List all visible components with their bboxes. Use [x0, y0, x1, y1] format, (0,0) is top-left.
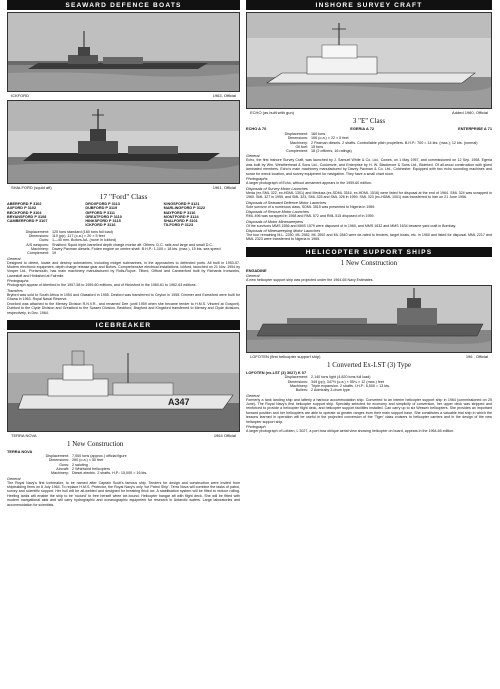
- helicopter-new-construction-heading: 1 New Construction: [340, 258, 398, 267]
- spec-key: Machinery:: [289, 383, 308, 388]
- disposal-text: Of the survivors MMS 1556 and MMS 1579 were disposed of in 1960, and MMS 1632 and MMS 1634 became yard craft in Bombay.: [246, 223, 457, 228]
- spec-key: Dimensions:: [287, 136, 308, 141]
- photographs-label: Photographs: [7, 279, 29, 284]
- disposal-text: The four remaining M.L. 2250, ML 2582, ML 2592 and ML 2840 were de-rated to tenders, target boats, etc. in 1960 and listed for disposal. MML 2217 and MML 2323 were transferred to Nigeria in 1965.: [246, 233, 492, 242]
- spec-value: 345 (pp), 347½ (o.a.) × 55¼ × 12 (max.) feet: [311, 379, 384, 384]
- disposal-heading: Disposals of Seaward Defence Motor Launches: [246, 200, 327, 205]
- photo-echo: [246, 12, 492, 109]
- transfers-label: Transfers: [7, 288, 23, 293]
- icebreaker-general-text: The Royal Navy's first icebreaker, to be named after Captain Scott's famous ship. Tenders for design and construction were invited from shipbuilding firms on 8 July 1964. To replace H.M.S. Protector, the Royal Navy's only 'Ice Patrol Ship'. Terra Nova will combine the tasks of patrol, survey and scientific support. Her hull will be all-welded and designed for breaking thick ice. A stabilisation system will be fitted to reduce rolling. Heeling tanks will enable the ship to be 'rocked' to free herself when ice-bound. Helicopter hangar aft with flight deck. She will be fitted with modern navigational aids and will carry hydrographic and oceanographic equipment for research in Antarctic waters. Large laboratories and accommodation for scientists.: [7, 480, 240, 507]
- ship-name: ENTERPRISE A 71: [458, 126, 492, 131]
- ship-name: AXFORD P 3102: [7, 206, 37, 211]
- spec-value: 1—40 mm. Bofors AA. (none in Ickford): [52, 238, 117, 243]
- shalford-ship-image: [8, 101, 240, 183]
- caption-left: LOFOTEN (first helicopter support ship): [250, 354, 321, 360]
- e-class-names: [246, 126, 492, 131]
- photo-ickford-caption: [7, 93, 240, 98]
- caption-left: ICKFORD: [11, 93, 29, 98]
- ship-name: DUBFORD P 3119: [85, 206, 118, 211]
- engadine-name: ENGADINE: [246, 267, 267, 273]
- spec-key: Boilers:: [295, 388, 308, 393]
- e-class-specs: [246, 132, 492, 153]
- disposal-text: RML 496 was scrapped in 1958 and RML 572 and RML 515 disposed of in 1959.: [246, 214, 375, 219]
- caption-right: 196 , Official: [465, 354, 488, 360]
- spec-key: Aircraft:: [56, 466, 69, 471]
- spec-key: Complement:: [286, 149, 308, 154]
- spec-key: Displacement:: [45, 454, 69, 459]
- spec-value: 160 tons: [311, 132, 326, 136]
- spec-key: Dimensions:: [48, 458, 69, 463]
- lofoten-specs: [246, 375, 492, 392]
- ship-name: GIFFORD P 3111: [85, 210, 116, 215]
- ship-name: GREATFORD P 3110: [85, 214, 122, 219]
- converted-heading: 1 Converted Ex-LST (3) Type: [326, 361, 411, 370]
- disposal-heading: Disposals of Survey Motor Launches: [246, 186, 308, 191]
- photo-shalford-caption: [7, 185, 240, 190]
- photo-ickford: [7, 12, 240, 92]
- ship-name: TILFORD P 3123: [163, 223, 194, 228]
- icebreaker-details: [7, 440, 240, 507]
- spec-key: Machinery:: [30, 246, 49, 251]
- spec-key: Complement:: [27, 251, 49, 256]
- section-title-inshore-survey-craft: INSHORE SURVEY CRAFT: [246, 0, 492, 10]
- ford-class-specs: [7, 230, 240, 256]
- section-title-icebreaker: ICEBREAKER: [7, 320, 240, 330]
- general-text: Designed to detect, locate and destroy submarines, including midget submarines, in the approaches to defended ports. All built in 1953-57. Modern electronic equipment, depth charge release gear and Bofors. Comprehensive electrical installations. Ickford, launched on 21 Nov. 1954 by Vosper Ltd., Portsmouth, has main machinery manufactured by Rolls-Royce. Tilford, Gifford and Camberford built by Richards Ironworks, Lowestoft and Hinksford at Fairmile.: [7, 260, 240, 278]
- spec-key: Displacement:: [284, 375, 308, 380]
- general-text: Echo, the first Inshore Survey Craft, was launched by J. Samuel White & Co. Ltd., Cowes, on 1 May 1957, and commissioned on 12 Sep. 1958. Egeria was built by Wm. Weatherhead & Sons Ltd., Cockenzie, and Enterprise by H. W. Blackmore & Sons Ltd., Bideford. Of all-wood construction with glued laminated members. Echo's main machinery manufactured by Davey Paxman & Co. Ltd., Colchester. Equipped with two echo sounding machines and sonar for wreck location, and survey equipment for navigation. They have a small chart room.: [246, 158, 492, 176]
- spec-key: A/S weapons:: [26, 242, 49, 247]
- transfers-text-2: Droxford was attached to the Mersey Division R.N.V.R., and renamed Dee (until 1959 when she became tender to H.M.S. Vincent at Gosport). Dubford to the Clyde Division and Greatford to the Sussex Division. Beckford, Brayford and Kingsford transferred to Mersey and Clyde divisions, respectively, in Dec. 1964.: [7, 301, 240, 315]
- caption-right: 1964 Official: [213, 433, 236, 439]
- class-heading-ford: 17 "Ford" Class: [99, 192, 148, 201]
- spec-value: 2 Paxman diesels. 2 shafts. Controllable pitch propellers. B.H.P.: 700 = 14 kts. (max.); 12 kts. (normal): [311, 140, 478, 145]
- spec-key: Oil fuel:: [295, 144, 308, 149]
- caption-left: ECHO (as built with gun): [250, 110, 295, 115]
- icebreaker-specs: [27, 454, 240, 475]
- transfers-text: Bryford was sold to South Africa in 1954 and Glassford in 1955. Desford was transferred to Ceylon in 1955. Dimmer and Earnsford were built for Ghana in 1963. Royal Naval Reserve.: [7, 292, 240, 302]
- disposal-heading: Disposals of Rescue Motor Launches: [246, 210, 309, 215]
- photo-terra-nova-caption: [7, 433, 240, 438]
- lofoten-ship-image: [247, 286, 492, 352]
- echo-ship-image: [247, 13, 492, 108]
- ship-name: ICKFORD P 3116: [85, 223, 116, 228]
- photo-lofoten-caption: [246, 354, 492, 359]
- spec-key: Guns:: [39, 238, 49, 243]
- ship-name: ECHO A 70: [246, 126, 267, 131]
- photographs-text: Photograph appear of Aberford in the 1957-58 to 1959-60 editions, and of Hinksford in the 1960-61 to 1962-63 editions.: [7, 283, 197, 288]
- ickford-ship-image: [8, 13, 240, 91]
- photographs-label: Photographs: [246, 177, 268, 182]
- spec-value: 110 (pp), 117 (o.a.) × 20 × 5 feet: [52, 234, 105, 239]
- spec-value: 2 Whirlwind helicopters: [72, 466, 110, 471]
- icebreaker-new-construction-heading: 1 New Construction: [67, 440, 124, 449]
- left-column: [7, 0, 240, 507]
- spec-key: Displacement:: [25, 229, 49, 234]
- ship-name: BECKFORD P 3104: [7, 210, 42, 215]
- disposal-heading: Disposals of Minesweeping Motor Launches: [246, 229, 321, 234]
- caption-right: Added 1960, Official: [452, 110, 488, 115]
- spec-key: Dimensions:: [28, 234, 49, 239]
- ship-name: ABERFORD P 3102: [7, 202, 42, 206]
- spec-value: 15 tons: [311, 144, 324, 149]
- ship-name: BRYANSFORD P 3108: [7, 214, 47, 219]
- disposal-text: Meda (ex-SML 322, ex-HDML 1301) and Medusa (ex-SDML 3516, ex-HDML 1516) were listed for disposal at the end of 1964. SML 324 was scrapped in 1960. SML 327 in 1959, and SML 323, SML 325 and SML 326 in 1959. SML 323 (ex-HDML 1001) was transferred to Iran on 21 June 1956.: [246, 190, 492, 200]
- caption-right: 1963, Official: [212, 93, 236, 98]
- general-label: General: [246, 154, 260, 159]
- lofoten-name: LOFOTEN (ex-LST (3) 3027) K 07: [246, 370, 307, 376]
- icebreaker-name: TERRA NOVA: [7, 449, 33, 455]
- disposal-heading: Disposals of Motor Minesweepers: [246, 219, 303, 224]
- photographs-text: A larger photograph of Echo, without armament appears in the 1959-60 edition.: [246, 181, 372, 186]
- ship-name: CAMBERFORD P 3107: [7, 219, 48, 224]
- disposal-text: Sole survivor of a numerous class, SDML 3515 was presented to Nigeria in 1959.: [246, 204, 376, 209]
- engadine-general-text: A new helicopter support ship was projected under the 1964-65 Navy Estimates.: [246, 277, 374, 282]
- terra-nova-ship-image: [8, 333, 240, 431]
- ship-name: MARLINGFORD P 3122: [163, 206, 206, 211]
- class-heading-e: 3 "E" Class: [352, 117, 386, 125]
- ship-name: MONTFORD P 3124: [163, 214, 199, 219]
- lofoten-photograph-label: Photograph: [246, 425, 266, 430]
- spec-value: Shalford: Squid triple-barrelled depth charge mortar aft. Others: D.C. rails and large and small D.C.: [52, 242, 214, 247]
- spec-value: 18 (2 officers, 16 ratings): [311, 149, 352, 154]
- ship-name: EGERIA A 72: [350, 126, 375, 131]
- caption-left: SHALFORD (squid aft): [11, 185, 52, 190]
- spec-value: 7,000 tons (approx.) official figure: [72, 454, 127, 459]
- photo-lofoten: [246, 285, 492, 353]
- section-title-helicopter-support-ships: HELICOPTER SUPPORT SHIPS: [246, 247, 492, 257]
- spec-value: 260 (o.a.) × 50 feet: [72, 458, 104, 463]
- engadine-general-label: General: [246, 273, 260, 278]
- pennant-number: A347: [168, 397, 190, 408]
- spec-key: Machinery:: [289, 140, 308, 145]
- photo-echo-caption: [246, 110, 492, 115]
- lofoten-general-text: Formerly a tank landing ship and latterly a harbour accommodation ship. Converted to an interim helicopter support ship in 1964 (commissioned on 25 June). The Royal Navy's first helicopter support ship. Specially selected for economy and simplicity of conversion, her upper deck was stripped and reinforced to provide a helicopter flight deck, and helicopter support facilities installed. Can carry up to six Wessex helicopters. She provides an important forward position and her helicopters are able to operate at greater ranges from their main support base. She constitutes a valuable trial ship in which the lessons learned in operation will be useful in the projected conversion of the 'Tiger' class cruisers to helicopter carriers and in the design of the new helicopter support ship.: [246, 397, 492, 424]
- lofoten-general-label: General: [246, 393, 260, 398]
- ship-name: MAYFORD P 3116: [163, 210, 196, 215]
- spec-value: Diesel-electric. 2 shafts. H.P.: 15,000 = 16 kts.: [72, 471, 148, 476]
- lofoten-photograph-text: A larger photograph of Lofoten, L 3027, a port bow oblique aerial view showing helicopter on board, appears in the 1964-65 edition.: [246, 429, 455, 434]
- section-title-seaward-defence-boats: SEAWARD DEFENCE BOATS: [7, 0, 240, 10]
- general-label: General: [7, 256, 21, 261]
- caption-left: TERRA NOVA: [11, 433, 37, 439]
- spec-value: 19: [52, 251, 57, 256]
- ship-name: [7, 223, 83, 227]
- spec-value: 2 Admiralty 3-drum type: [311, 388, 350, 393]
- spec-value: 120 tons standard (160 tons full load): [52, 229, 113, 234]
- spec-value: Davey Paxman diesels. Foden engine on centre shaft. B.H.P.: 1,100 = 18 kts. (max.), 15 kts. sea speed: [52, 246, 221, 251]
- spec-value: 106 (o.a.) × 22 × 5 feet: [311, 136, 349, 141]
- right-column: [246, 0, 492, 434]
- spec-value: 2 saluting: [72, 462, 88, 467]
- spec-value: 2,140 tons light (4,820 tons full load): [311, 375, 371, 380]
- caption-right: 1961, Official: [212, 185, 236, 190]
- spec-key: Displacement:: [284, 132, 308, 136]
- icebreaker-general-label: General: [7, 476, 21, 481]
- photo-shalford: [7, 100, 240, 184]
- ship-name: SHALFORD P 3101: [163, 219, 198, 224]
- ford-class-names: [7, 202, 240, 228]
- photo-terra-nova: [7, 332, 240, 432]
- spec-key: Machinery:: [50, 471, 69, 476]
- spec-key: Dimensions:: [287, 379, 308, 384]
- ship-name: DROXFORD P 3113: [85, 202, 120, 206]
- ship-name: KINGSFORD P 3121: [163, 202, 200, 206]
- ship-name: HINKSFORD P 3115: [85, 219, 121, 224]
- spec-value: Triple expansion. 2 shafts. I.H.P.: 5,500 = 13 kts.: [311, 383, 391, 388]
- spec-key: Guns:: [59, 462, 69, 467]
